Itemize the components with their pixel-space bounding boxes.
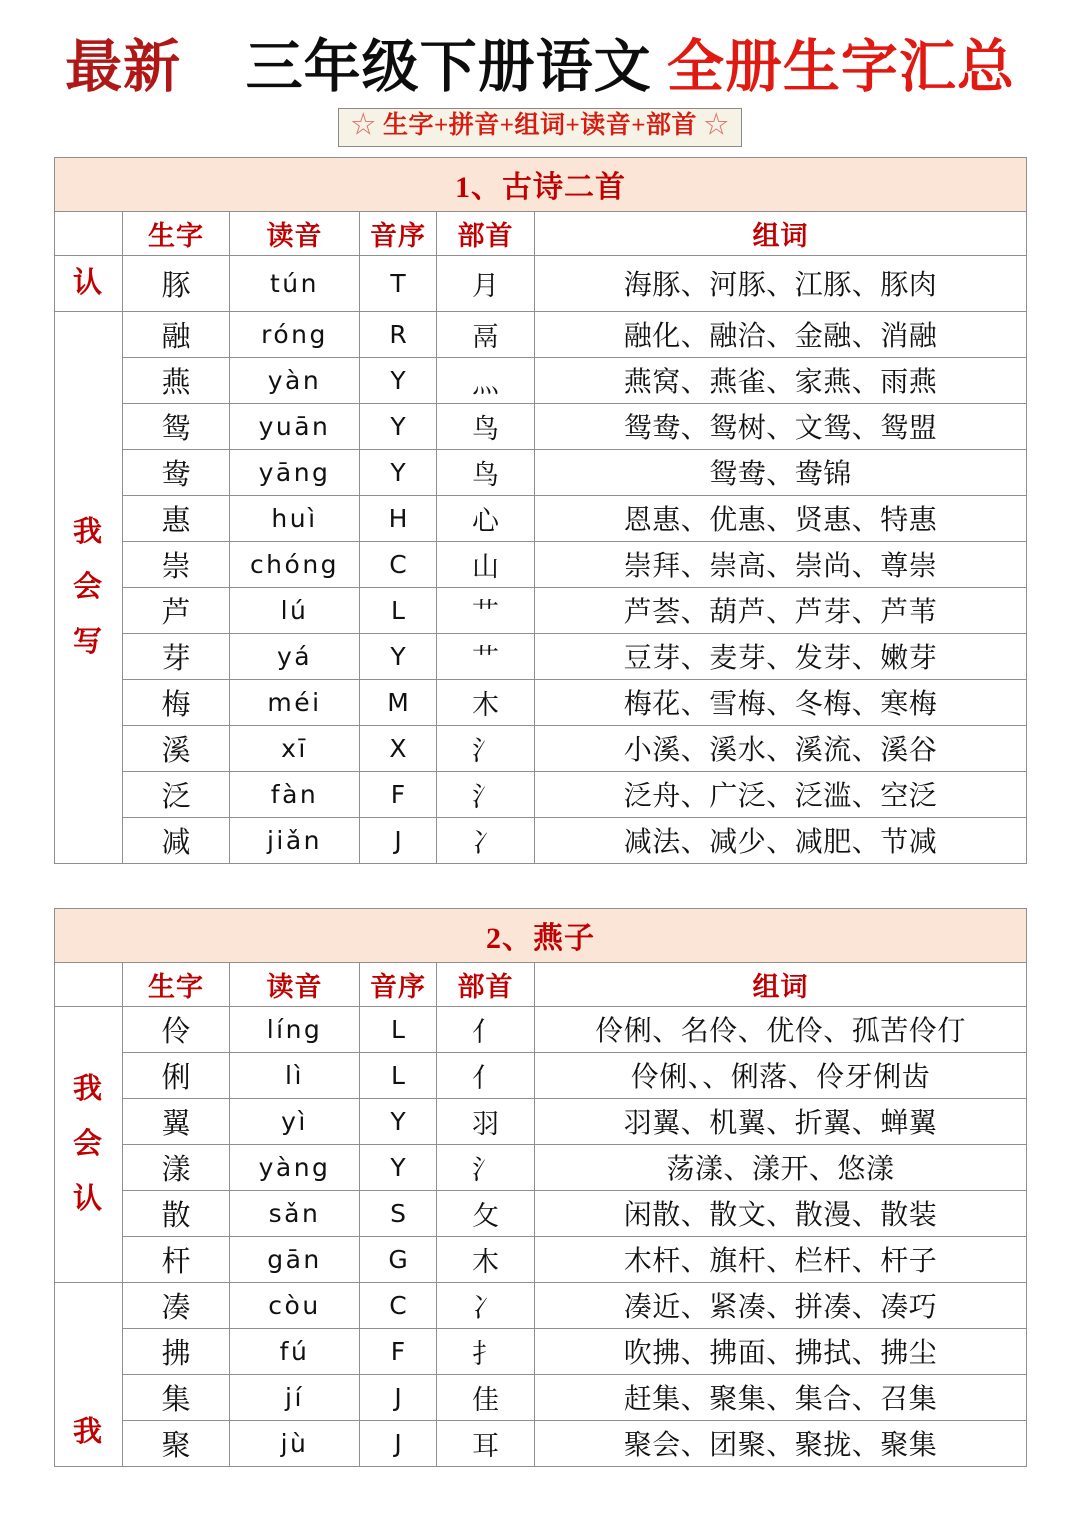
- cell-character: 减: [123, 817, 230, 863]
- cell-words: 荡漾、漾开、悠漾: [535, 1144, 1027, 1190]
- star-left-icon: ☆: [350, 111, 377, 139]
- cell-radical: 艹: [437, 633, 535, 679]
- cell-alpha: Y: [360, 403, 437, 449]
- cell-pinyin: yàn: [230, 357, 360, 403]
- title-segment-grade: 三年级下册语文: [245, 36, 652, 99]
- cell-alpha: G: [360, 1236, 437, 1282]
- cell-alpha: Y: [360, 633, 437, 679]
- cell-character: 翼: [123, 1098, 230, 1144]
- table-row: [55, 1052, 1027, 1098]
- cell-pinyin: fú: [230, 1328, 360, 1374]
- cell-character: 融: [123, 311, 230, 357]
- cell-words: 伶俐、名伶、优伶、孤苦伶仃: [535, 1006, 1027, 1052]
- cell-radical: 攵: [437, 1190, 535, 1236]
- cell-alpha: C: [360, 1282, 437, 1328]
- group-mark-char: 认: [72, 1182, 104, 1215]
- cell-pinyin: méi: [230, 679, 360, 725]
- cell-radical: 氵: [437, 725, 535, 771]
- cell-radical: 灬: [437, 357, 535, 403]
- cell-character: 芦: [123, 587, 230, 633]
- group-mark-char: 认: [72, 266, 104, 299]
- cell-words: 凑近、紧凑、拼凑、凑巧: [535, 1282, 1027, 1328]
- group-mark-char: 我: [72, 515, 104, 548]
- column-header-pronunciation: 读音: [230, 211, 360, 255]
- table-row: [55, 1328, 1027, 1374]
- cell-pinyin: yàng: [230, 1144, 360, 1190]
- cell-pinyin: jù: [230, 1420, 360, 1466]
- cell-radical: 艹: [437, 587, 535, 633]
- cell-pinyin: huì: [230, 495, 360, 541]
- table-row: [55, 1420, 1027, 1466]
- table-row: [55, 633, 1027, 679]
- table-row: [55, 255, 1027, 311]
- cell-alpha: T: [360, 255, 437, 311]
- section-heading-row: [55, 908, 1027, 962]
- group-mark-char: 我: [72, 1415, 104, 1448]
- cell-words: 减法、减少、减肥、节减: [535, 817, 1027, 863]
- cell-radical: 耳: [437, 1420, 535, 1466]
- cell-words: 伶俐、、俐落、伶牙俐齿: [535, 1052, 1027, 1098]
- cell-character: 聚: [123, 1420, 230, 1466]
- column-header-words: 组词: [535, 962, 1027, 1006]
- cell-radical: 冫: [437, 817, 535, 863]
- column-header-radical: 部首: [437, 962, 535, 1006]
- cell-pinyin: lú: [230, 587, 360, 633]
- cell-character: 拂: [123, 1328, 230, 1374]
- cell-alpha: Y: [360, 449, 437, 495]
- cell-character: 芽: [123, 633, 230, 679]
- cell-words: 小溪、溪水、溪流、溪谷: [535, 725, 1027, 771]
- cell-pinyin: jí: [230, 1374, 360, 1420]
- cell-alpha: L: [360, 1006, 437, 1052]
- table-row: [55, 311, 1027, 357]
- vocabulary-sheet: [54, 157, 1026, 1467]
- cell-radical: 心: [437, 495, 535, 541]
- table-row: [55, 357, 1027, 403]
- column-header-row: [55, 211, 1027, 255]
- cell-radical: 鸟: [437, 403, 535, 449]
- cell-alpha: S: [360, 1190, 437, 1236]
- cell-alpha: X: [360, 725, 437, 771]
- cell-pinyin: xī: [230, 725, 360, 771]
- cell-pinyin: sǎn: [230, 1190, 360, 1236]
- cell-radical: 亻: [437, 1052, 535, 1098]
- cell-pinyin: yì: [230, 1098, 360, 1144]
- cell-character: 俐: [123, 1052, 230, 1098]
- cell-words: 豆芽、麦芽、发芽、嫩芽: [535, 633, 1027, 679]
- cell-character: 泛: [123, 771, 230, 817]
- cell-words: 木杆、旗杆、栏杆、杆子: [535, 1236, 1027, 1282]
- table-row: [55, 679, 1027, 725]
- cell-character: 溪: [123, 725, 230, 771]
- corner-cell: [55, 211, 123, 255]
- cell-alpha: C: [360, 541, 437, 587]
- cell-pinyin: yāng: [230, 449, 360, 495]
- group-mark-cell: [55, 1006, 123, 1282]
- column-header-row: [55, 962, 1027, 1006]
- section-heading: 2、燕子: [55, 908, 1027, 962]
- table-row: [55, 1144, 1027, 1190]
- group-mark-char: 我: [72, 1072, 104, 1105]
- cell-words: 羽翼、机翼、折翼、蝉翼: [535, 1098, 1027, 1144]
- cell-character: 伶: [123, 1006, 230, 1052]
- cell-radical: 佳: [437, 1374, 535, 1420]
- cell-alpha: Y: [360, 1144, 437, 1190]
- cell-radical: 氵: [437, 1144, 535, 1190]
- subtitle-banner: [338, 108, 743, 147]
- cell-alpha: Y: [360, 1098, 437, 1144]
- cell-words: 吹拂、拂面、拂拭、拂尘: [535, 1328, 1027, 1374]
- cell-character: 散: [123, 1190, 230, 1236]
- cell-alpha: J: [360, 817, 437, 863]
- cell-pinyin: tún: [230, 255, 360, 311]
- cell-pinyin: còu: [230, 1282, 360, 1328]
- cell-alpha: Y: [360, 357, 437, 403]
- section-heading: 1、古诗二首: [55, 157, 1027, 211]
- cell-radical: 山: [437, 541, 535, 587]
- cell-alpha: R: [360, 311, 437, 357]
- cell-words: 燕窝、燕雀、家燕、雨燕: [535, 357, 1027, 403]
- cell-radical: 亻: [437, 1006, 535, 1052]
- cell-character: 漾: [123, 1144, 230, 1190]
- section-gap: [54, 864, 1026, 908]
- table-row: [55, 771, 1027, 817]
- cell-radical: 月: [437, 255, 535, 311]
- cell-alpha: H: [360, 495, 437, 541]
- column-header-alpha-order: 音序: [360, 962, 437, 1006]
- table-row: [55, 1006, 1027, 1052]
- cell-words: 闲散、散文、散漫、散装: [535, 1190, 1027, 1236]
- cell-words: 梅花、雪梅、冬梅、寒梅: [535, 679, 1027, 725]
- cell-alpha: L: [360, 587, 437, 633]
- table-row: [55, 817, 1027, 863]
- column-header-pronunciation: 读音: [230, 962, 360, 1006]
- cell-character: 集: [123, 1374, 230, 1420]
- cell-character: 崇: [123, 541, 230, 587]
- cell-pinyin: lì: [230, 1052, 360, 1098]
- column-header-character: 生字: [123, 962, 230, 1006]
- corner-cell: [55, 962, 123, 1006]
- cell-pinyin: yá: [230, 633, 360, 679]
- vocabulary-table-section-1: [54, 157, 1027, 864]
- cell-words: 鸳鸯、鸳树、文鸳、鸳盟: [535, 403, 1027, 449]
- cell-words: 芦荟、葫芦、芦芽、芦苇: [535, 587, 1027, 633]
- group-mark-char: 写: [72, 625, 104, 658]
- group-mark-cell: [55, 255, 123, 311]
- cell-pinyin: róng: [230, 311, 360, 357]
- table-row: [55, 725, 1027, 771]
- cell-words: 鸳鸯、鸯锦: [535, 449, 1027, 495]
- cell-radical: 鸟: [437, 449, 535, 495]
- cell-words: 赶集、聚集、集合、召集: [535, 1374, 1027, 1420]
- cell-radical: 氵: [437, 771, 535, 817]
- column-header-character: 生字: [123, 211, 230, 255]
- vocabulary-table-section-2: [54, 908, 1027, 1467]
- table-row: [55, 541, 1027, 587]
- cell-words: 聚会、团聚、聚拢、聚集: [535, 1420, 1027, 1466]
- cell-radical: 鬲: [437, 311, 535, 357]
- cell-radical: 木: [437, 1236, 535, 1282]
- cell-alpha: J: [360, 1420, 437, 1466]
- table-row: [55, 403, 1027, 449]
- cell-pinyin: gān: [230, 1236, 360, 1282]
- group-mark-cell: [55, 311, 123, 863]
- cell-words: 融化、融洽、金融、消融: [535, 311, 1027, 357]
- cell-pinyin: fàn: [230, 771, 360, 817]
- table-row: [55, 1190, 1027, 1236]
- cell-character: 鸯: [123, 449, 230, 495]
- cell-alpha: J: [360, 1374, 437, 1420]
- cell-words: 崇拜、崇高、崇尚、尊崇: [535, 541, 1027, 587]
- title-segment-summary: 全册生字汇总: [666, 36, 1015, 99]
- cell-alpha: L: [360, 1052, 437, 1098]
- page-header: [0, 0, 1080, 147]
- table-row: [55, 449, 1027, 495]
- column-header-alpha-order: 音序: [360, 211, 437, 255]
- cell-alpha: F: [360, 1328, 437, 1374]
- cell-words: 泛舟、广泛、泛滥、空泛: [535, 771, 1027, 817]
- column-header-radical: 部首: [437, 211, 535, 255]
- cell-character: 燕: [123, 357, 230, 403]
- table-row: [55, 587, 1027, 633]
- table-row: [55, 1236, 1027, 1282]
- cell-pinyin: jiǎn: [230, 817, 360, 863]
- cell-words: 恩惠、优惠、贤惠、特惠: [535, 495, 1027, 541]
- cell-alpha: M: [360, 679, 437, 725]
- star-right-icon: ☆: [703, 111, 730, 139]
- cell-character: 梅: [123, 679, 230, 725]
- group-mark-char: 会: [72, 1127, 104, 1160]
- table-row: [55, 1098, 1027, 1144]
- subtitle-text: 生字+拼音+组词+读音+部首: [383, 111, 697, 139]
- cell-character: 杆: [123, 1236, 230, 1282]
- cell-radical: 羽: [437, 1098, 535, 1144]
- cell-character: 鸳: [123, 403, 230, 449]
- cell-pinyin: chóng: [230, 541, 360, 587]
- cell-words: 海豚、河豚、江豚、豚肉: [535, 255, 1027, 311]
- section-heading-row: [55, 157, 1027, 211]
- cell-radical: 扌: [437, 1328, 535, 1374]
- cell-pinyin: líng: [230, 1006, 360, 1052]
- cell-radical: 冫: [437, 1282, 535, 1328]
- cell-radical: 木: [437, 679, 535, 725]
- cell-character: 豚: [123, 255, 230, 311]
- cell-alpha: F: [360, 771, 437, 817]
- table-row: [55, 1282, 1027, 1328]
- cell-character: 凑: [123, 1282, 230, 1328]
- cell-pinyin: yuān: [230, 403, 360, 449]
- table-row: [55, 1374, 1027, 1420]
- page-title: [0, 38, 1080, 98]
- table-row: [55, 495, 1027, 541]
- title-segment-highlight: 最新: [65, 36, 182, 99]
- cell-character: 惠: [123, 495, 230, 541]
- group-mark-cell: [55, 1282, 123, 1466]
- column-header-words: 组词: [535, 211, 1027, 255]
- group-mark-char: 会: [72, 570, 104, 603]
